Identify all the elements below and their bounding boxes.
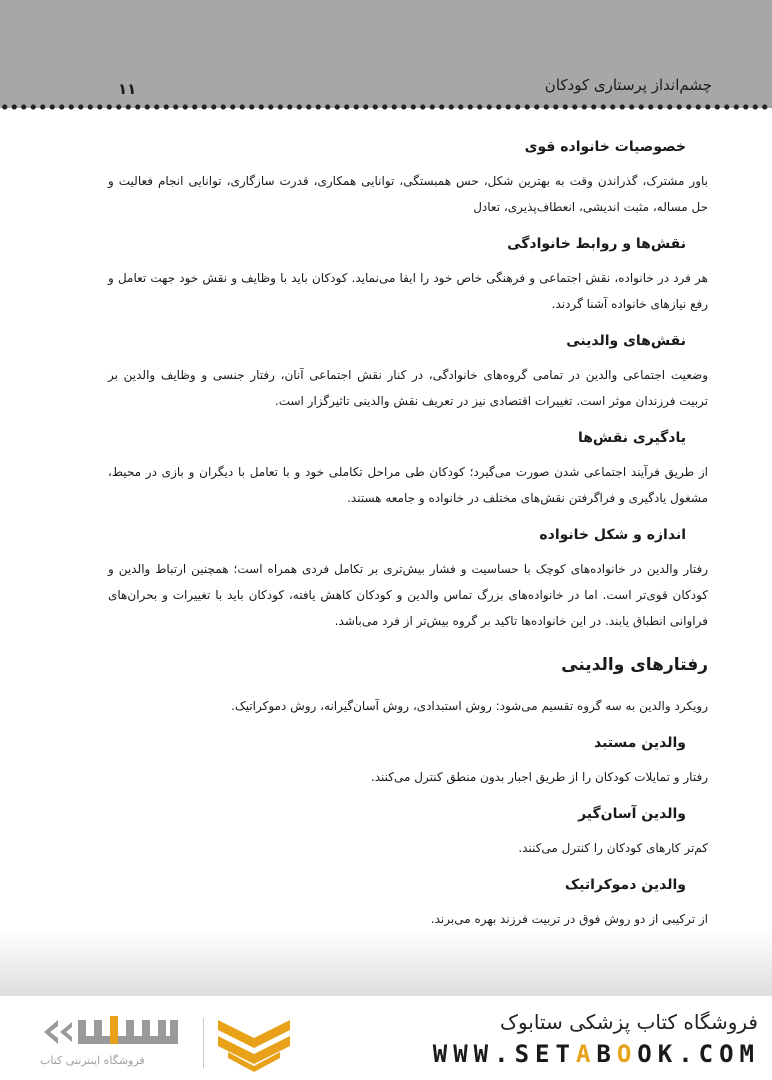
- section-paragraph: رویکرد والدین به سه گروه تقسیم می‌شود: روش استبدادی، روش آسان‌گیرانه، روش دموکراتیک.: [231, 699, 708, 713]
- dotted-divider: [0, 101, 772, 113]
- section-paragraph: رفتار و تمایلات کودکان را از طریق اجبار بدون منطق کنترل می‌کنند.: [370, 770, 708, 784]
- page-number: ۱۱: [118, 80, 137, 98]
- section-heading: یادگیری نقش‌ها: [577, 430, 686, 446]
- setabook-logo-icon: [38, 1010, 198, 1054]
- section-paragraph: رفتار والدین در خانواده‌های کوچک با حساسیت و فشار بیش‌تری بر تکامل فردی همراه است؛ همچنین ارتباط والدین و کودکان قوی‌تر است. اما در خانواده‌های بزرگ تماس والدین و کودکان کاهش یافته، کودکان باید با تغییرات و بحران‌های فراوانی انطباق یابند. در این خانواده‌ها تاکید بر گروه بیش‌تر از فرد می‌باشد.: [108, 562, 708, 628]
- logo-divider: [203, 1018, 204, 1068]
- section-heading: خصوصیات خانواده قوی: [524, 139, 686, 155]
- subsection-heading: والدین مستبد: [593, 735, 686, 751]
- section-heading: اندازه و شکل خانواده: [539, 527, 686, 543]
- chapter-heading: رفتارهای والدینی: [561, 655, 708, 675]
- watermark-footer: [0, 996, 772, 1080]
- section-heading: نقش‌ها و روابط خانوادگی: [507, 236, 686, 252]
- section-paragraph: وضعیت اجتماعی والدین در تمامی گروه‌های خانوادگی، در کنار نقش اجتماعی آنان، رفتار جنسی و وظایف والدین بر تربیت فرزندان موثر است. تغییرات اقتصادی نیز در تعریف نقش والدینی تاثیرگزار است.: [108, 368, 708, 408]
- section-heading: نقش‌های والدینی: [566, 333, 686, 349]
- section-paragraph: باور مشترک، گذراندن وقت به بهترین شکل، حس همبستگی، توانایی همکاری، قدرت سازگاری، توانایی انجام فعالیت و حل مساله، مثبت اندیشی، انعطاف‌پذیری، تعادل: [108, 174, 708, 214]
- logo-tagline: فروشگاه اینترنتی کتاب: [40, 1054, 145, 1067]
- section-paragraph: کم‌تر کارهای کودکان را کنترل می‌کنند.: [518, 841, 708, 855]
- subsection-heading: والدین دموکراتیک: [564, 877, 686, 893]
- page-content: [108, 128, 708, 937]
- store-url: WWW.SETABOOK.COM: [432, 1040, 760, 1068]
- store-name: فروشگاه کتاب پزشکی ستابوک: [500, 1010, 758, 1034]
- page-header: [0, 0, 772, 108]
- section-paragraph: از ترکیبی از دو روش فوق در تربیت فرزند بهره می‌برند.: [430, 912, 708, 926]
- book-logo-icon: [214, 1016, 294, 1072]
- bottom-fade: [0, 930, 772, 1000]
- running-title: چشم‌انداز پرستاری کودکان: [544, 76, 712, 94]
- subsection-heading: والدین آسان‌گیر: [578, 806, 686, 822]
- section-paragraph: هر فرد در خانواده، نقش اجتماعی و فرهنگی خاص خود را ایفا می‌نماید. کودکان باید با وظایف و نقش خود جهت تعامل و رفع نیازهای خانواده آشنا گردند.: [108, 271, 708, 311]
- section-paragraph: از طریق فرآیند اجتماعی شدن صورت می‌گیرد؛ کودکان طی مراحل تکاملی خود و با تعامل با دیگران و بازی در محیط، مشغول یادگیری و فراگرفتن نقش‌های مختلف در خانواده و جامعه هستند.: [108, 465, 708, 505]
